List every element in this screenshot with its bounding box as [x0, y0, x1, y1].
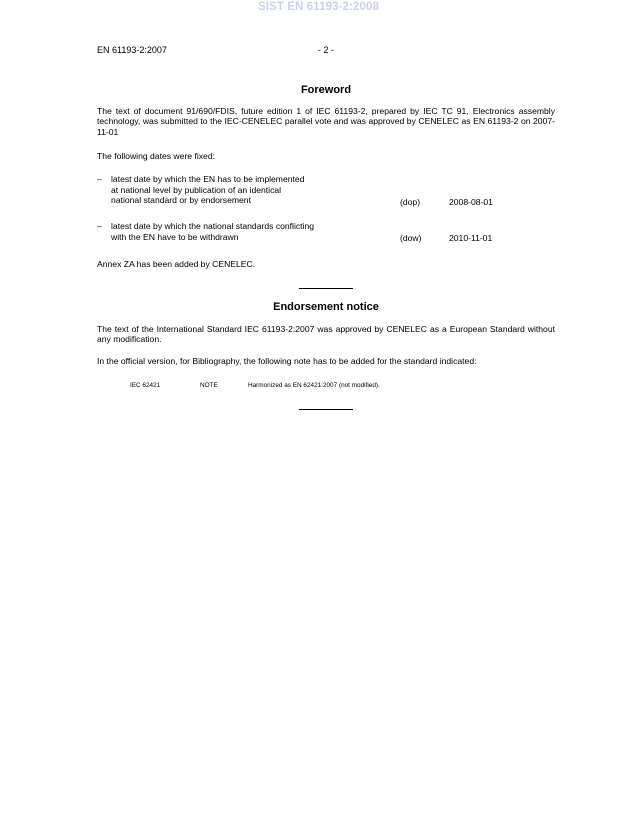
- foreword-title: Foreword: [300, 84, 352, 96]
- endorsement-paragraph: The text of the International Standard IEC 61193-2:2007 was approved by CENELEC as a European Standard without any modification.: [97, 324, 555, 345]
- list-bullet: –: [97, 174, 102, 184]
- date-item-line: with the EN have to be withdrawn: [111, 231, 239, 242]
- section-divider: [299, 288, 353, 289]
- note-label: NOTE: [200, 382, 218, 389]
- dop-code: (dop): [400, 197, 421, 207]
- page-number: - 2 -: [318, 45, 335, 55]
- watermark: SIST EN 61193-2:2008: [258, 1, 379, 13]
- date-item-line: national standard or by endorsement: [111, 195, 251, 205]
- date-item-line: latest date by which the national standards conflicting: [111, 221, 315, 231]
- dop-date: 2008-08-01: [449, 197, 493, 207]
- dates-intro: The following dates were fixed:: [97, 151, 215, 161]
- date-item-line: latest date by which the EN has to be implemented: [111, 174, 305, 184]
- foreword-paragraph: The text of document 91/690/FDIS, future edition 1 of IEC 61193-2, prepared by IEC TC 91, Electronics assembly technology, was submitted to the IEC-CENELEC parallel vote and was approved by CENELEC as EN 61193-2 on 2007-11-01: [97, 106, 555, 137]
- end-divider: [299, 409, 353, 410]
- note-standard: IEC 62421: [130, 382, 161, 389]
- official-version-text: In the official version, for Bibliography, the following note has to be added for the standard indicated:: [97, 356, 477, 366]
- endorsement-title: Endorsement notice: [273, 301, 379, 313]
- annex-note: Annex ZA has been added by CENELEC.: [97, 259, 256, 269]
- dow-code: (dow): [400, 233, 422, 243]
- date-item-line: at national level by publication of an identical: [111, 184, 282, 195]
- list-bullet: –: [97, 221, 102, 231]
- note-text: Harmonized as EN 62421:2007 (not modified).: [248, 382, 380, 389]
- dow-date: 2010-11-01: [449, 233, 493, 243]
- document-id: EN 61193-2:2007: [97, 45, 167, 55]
